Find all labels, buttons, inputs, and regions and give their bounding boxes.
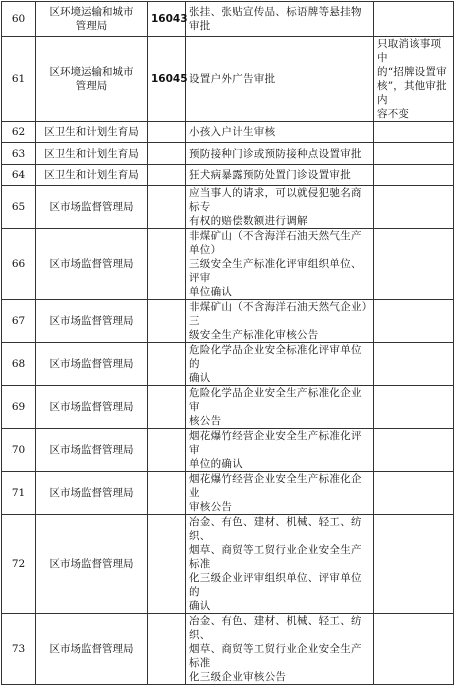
table-row <box>2 472 454 515</box>
row-number: 63 <box>2 143 36 165</box>
row-number: 62 <box>2 122 36 143</box>
approval-item: 冶金、有色、建材、机械、轻工、纺织、 烟草、商贸等工贸行业企业安全生产标准 化三级企业审核公告 <box>186 614 374 685</box>
table-row <box>2 386 454 429</box>
approval-item: 危险化学品企业安全生产标准化企业审 核公告 <box>186 386 374 429</box>
approval-item: 张挂、张贴宣传品、标语牌等悬挂物审批 <box>186 2 374 37</box>
item-code <box>148 165 186 186</box>
department: 区市场监督管理局 <box>36 614 148 685</box>
item-code <box>148 614 186 685</box>
approval-item: 应当事人的请求，可以就侵犯驰名商标专 有权的赔偿数额进行调解 <box>186 186 374 229</box>
item-code <box>148 386 186 429</box>
remark <box>374 143 454 165</box>
approval-item: 设置户外广告审批 <box>186 37 374 122</box>
item-code: 16043 <box>148 2 186 37</box>
approval-item: 小孩入户计生审核 <box>186 122 374 143</box>
remark <box>374 343 454 386</box>
remark: 只取消该事项中 的“招牌设置审 核”，其他审批内 容不变 <box>374 37 454 122</box>
row-number: 65 <box>2 186 36 229</box>
item-code <box>148 429 186 472</box>
department: 区市场监督管理局 <box>36 229 148 300</box>
remark <box>374 186 454 229</box>
remark <box>374 614 454 685</box>
remark <box>374 386 454 429</box>
approval-item: 狂犬病暴露预防处置门诊设置审批 <box>186 165 374 186</box>
row-number: 60 <box>2 2 36 37</box>
table-body <box>2 2 454 685</box>
table-row <box>2 429 454 472</box>
approval-item: 烟花爆竹经营企业安全生产标准化企业 审核公告 <box>186 472 374 515</box>
table-row <box>2 37 454 122</box>
item-code <box>148 343 186 386</box>
table-row <box>2 614 454 685</box>
department: 区环境运输和城市 管理局 <box>36 37 148 122</box>
remark <box>374 229 454 300</box>
approval-item: 非煤矿山（不含海洋石油天然气生产单位） 三级安全生产标准化评审组织单位、评审 单位确认 <box>186 229 374 300</box>
department: 区卫生和计划生育局 <box>36 122 148 143</box>
item-code <box>148 515 186 614</box>
remark <box>374 429 454 472</box>
department: 区市场监督管理局 <box>36 343 148 386</box>
approval-item: 预防接种门诊或预防接种点设置审批 <box>186 143 374 165</box>
table-row <box>2 229 454 300</box>
department: 区市场监督管理局 <box>36 515 148 614</box>
table-row <box>2 186 454 229</box>
department: 区市场监督管理局 <box>36 386 148 429</box>
row-number: 71 <box>2 472 36 515</box>
approval-items-table <box>1 1 454 685</box>
approval-item: 烟花爆竹经营企业安全生产标准化评审 单位的确认 <box>186 429 374 472</box>
item-code <box>148 472 186 515</box>
item-code: 16045 <box>148 37 186 122</box>
item-code <box>148 229 186 300</box>
department: 区市场监督管理局 <box>36 300 148 343</box>
row-number: 64 <box>2 165 36 186</box>
remark <box>374 122 454 143</box>
item-code <box>148 143 186 165</box>
table-row <box>2 122 454 143</box>
row-number: 66 <box>2 229 36 300</box>
table-row <box>2 343 454 386</box>
row-number: 70 <box>2 429 36 472</box>
row-number: 72 <box>2 515 36 614</box>
row-number: 69 <box>2 386 36 429</box>
department: 区环境运输和城市 管理局 <box>36 2 148 37</box>
table-row <box>2 515 454 614</box>
row-number: 73 <box>2 614 36 685</box>
department: 区市场监督管理局 <box>36 429 148 472</box>
department: 区卫生和计划生育局 <box>36 165 148 186</box>
remark <box>374 472 454 515</box>
approval-item: 非煤矿山（不含海洋石油天然气企业）三 级安全生产标准化审核公告 <box>186 300 374 343</box>
remark <box>374 300 454 343</box>
table-row <box>2 2 454 37</box>
department: 区市场监督管理局 <box>36 472 148 515</box>
table-row <box>2 300 454 343</box>
department: 区市场监督管理局 <box>36 186 148 229</box>
row-number: 61 <box>2 37 36 122</box>
approval-item: 危险化学品企业安全标准化评审单位的 确认 <box>186 343 374 386</box>
remark <box>374 165 454 186</box>
remark <box>374 515 454 614</box>
remark <box>374 2 454 37</box>
department: 区卫生和计划生育局 <box>36 143 148 165</box>
row-number: 67 <box>2 300 36 343</box>
item-code <box>148 300 186 343</box>
approval-item: 冶金、有色、建材、机械、轻工、纺织、 烟草、商贸等工贸行业企业安全生产标准 化三级企业评审组织单位、评审单位的 确认 <box>186 515 374 614</box>
table-row <box>2 143 454 165</box>
row-number: 68 <box>2 343 36 386</box>
item-code <box>148 186 186 229</box>
item-code <box>148 122 186 143</box>
table-row <box>2 165 454 186</box>
